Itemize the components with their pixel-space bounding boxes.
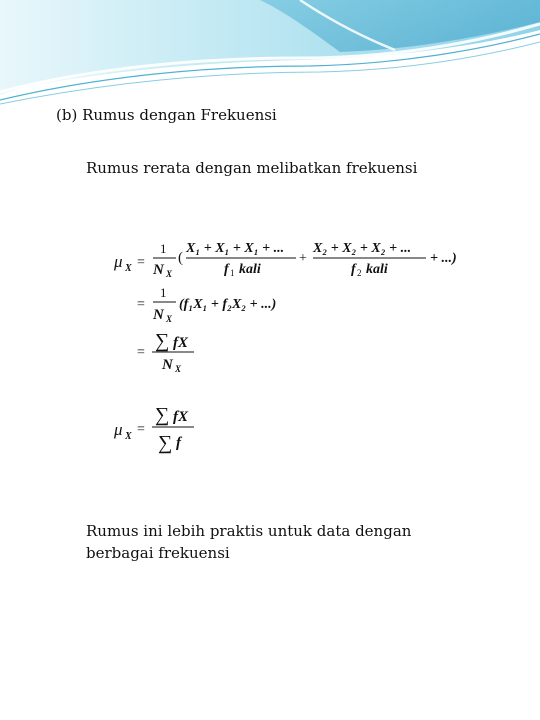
mu-subscript: X (125, 431, 132, 442)
fraction-one: 1 (160, 241, 167, 256)
sigma-symbol: ∑ (155, 330, 170, 352)
N-subscript: X (166, 314, 173, 324)
fraction-N: N (153, 307, 164, 323)
trailing-terms: + ...) (430, 251, 457, 266)
note-line-1: Rumus ini lebih praktis untuk data dengan (86, 522, 412, 540)
open-paren: ( (178, 250, 183, 266)
mean-frequency-formula (108, 225, 488, 465)
N-subscript: X (166, 269, 173, 279)
section-heading: (b) Rumus dengan Frekuensi (56, 106, 277, 124)
fX-term: fX (173, 409, 188, 425)
equals-sign: = (137, 297, 145, 312)
f1-subscript: 1 (230, 268, 235, 278)
mu-subscript: X (125, 263, 132, 274)
equals-sign: = (137, 345, 145, 360)
section-subheading: Rumus rerata dengan melibatkan frekuensi (86, 159, 418, 177)
fraction-one: 1 (160, 285, 167, 300)
fraction-N: N (153, 262, 164, 278)
mu-symbol: μ (114, 420, 123, 439)
weighted-sum-terms: (f₁X₁ + f₂X₂ + ...) (179, 297, 277, 312)
numerator-group-1: X₁ + X₁ + X₁ + ... (186, 241, 285, 256)
numerator-group-2: X₂ + X₂ + X₂ + ... (313, 241, 412, 256)
mu-symbol: μ (114, 252, 123, 271)
header-wave-decoration (0, 0, 540, 110)
fraction-N: N (162, 357, 173, 373)
sigma-symbol: ∑ (155, 404, 170, 426)
kali-1: kali (239, 262, 261, 277)
N-subscript: X (175, 364, 182, 374)
f-term: f (176, 435, 181, 451)
denominator-f1: f (224, 262, 229, 277)
equals-sign: = (137, 422, 145, 437)
fX-term: fX (173, 335, 188, 351)
equals-sign: = (137, 255, 145, 270)
plus-sign: + (299, 251, 307, 266)
sigma-symbol: ∑ (158, 432, 173, 454)
denominator-f2: f (351, 262, 356, 277)
explanation-note (86, 520, 411, 564)
kali-2: kali (366, 262, 388, 277)
f2-subscript: 2 (357, 268, 362, 278)
note-line-2: berbagai frekuensi (86, 544, 230, 562)
